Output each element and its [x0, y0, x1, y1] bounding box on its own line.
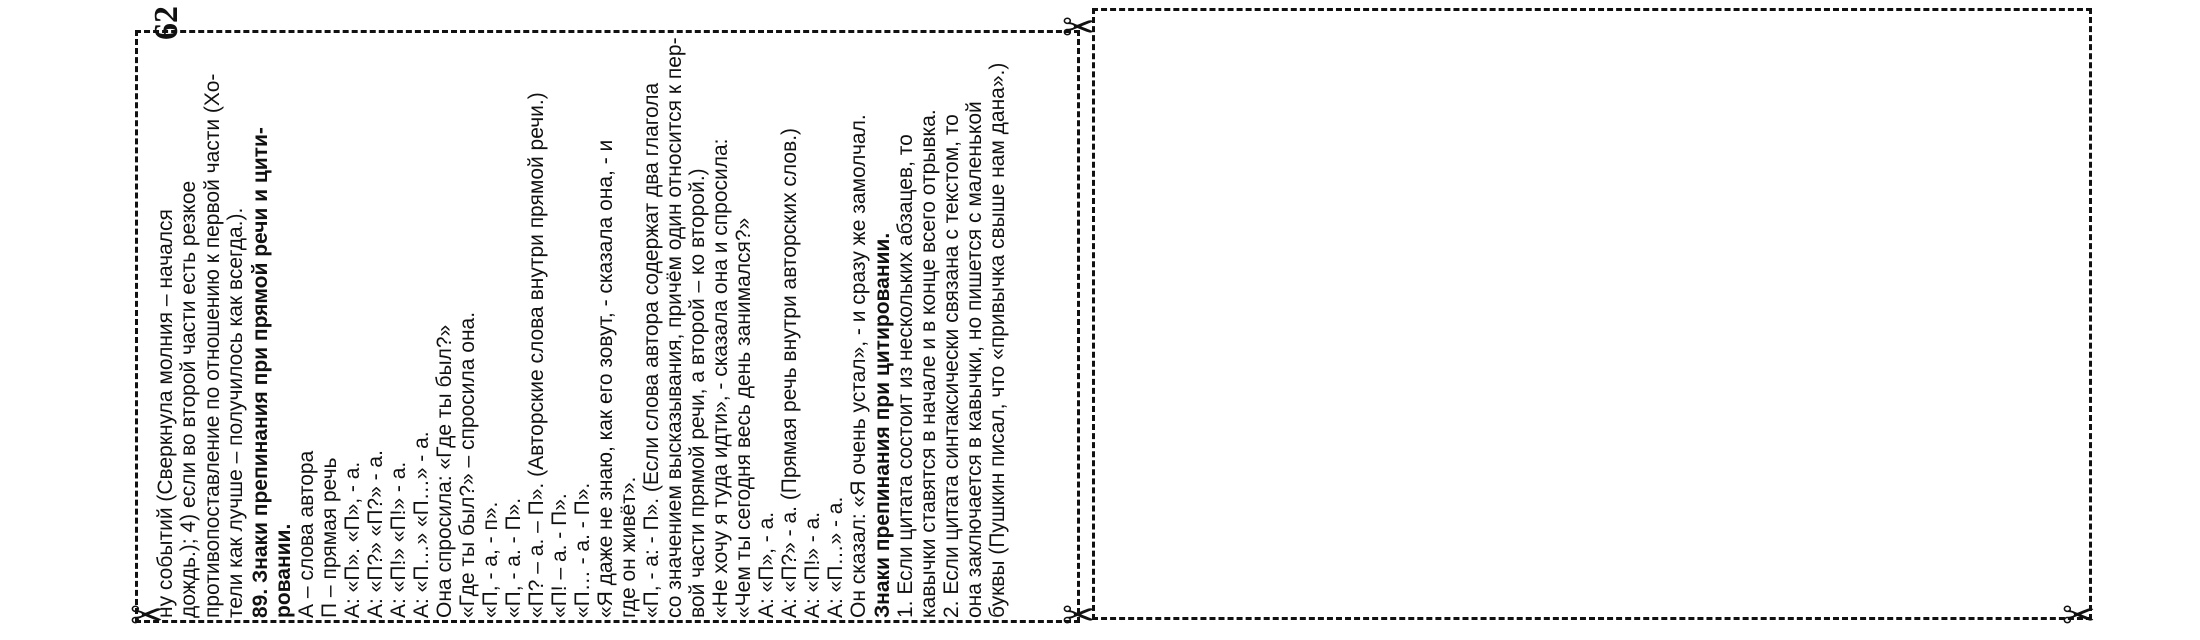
section-heading: Знаки препинания при цитировании.	[871, 232, 894, 618]
cut-frame-right	[1092, 8, 2092, 620]
text-line: Он сказал: «Я очень устал», - и сразу же замолчал.	[847, 114, 870, 618]
text-line: А: «П?» - а. (Прямая речь внутри авторских слов.)	[778, 127, 801, 618]
text-line: дождь.); 4) если во второй части есть резкое	[177, 180, 200, 618]
section-heading: 89. Знаки препинания при прямой речи и цити-	[249, 127, 272, 618]
text-line: буквы (Пушкин писал, что «привычка свыше нам дана».)	[986, 62, 1009, 618]
rotated-text-block	[150, 38, 1070, 618]
text-line: Она спросила: «Где ты был?»	[433, 324, 456, 618]
text-line: А: «П!» - а.	[801, 511, 824, 618]
text-line: А: «П!» «П!» - а.	[387, 461, 410, 618]
text-line: «Не хочу я туда идти», - сказала она и спросила:	[709, 138, 732, 618]
text-line: вой части прямой речи, а второй – ко второй.)	[686, 168, 709, 618]
text-line: тели как лучше – получилось как всегда.).	[224, 207, 247, 618]
text-line: кавычки ставятся в начале и в конце всего отрывка.	[917, 109, 940, 618]
text-line: А: «П…» «П…» - а.	[410, 431, 433, 618]
text-line: «Я даже не знаю, как его зовут, - сказала она, - и	[594, 139, 617, 618]
text-line: где он живёт».	[617, 476, 640, 618]
text-line: «П… - а. - П».	[571, 482, 594, 618]
text-line: «Где ты был?» – спросила она.	[456, 311, 479, 618]
text-line: «П, - а: - П». (Если слова автора содержат два глагола	[640, 82, 663, 618]
text-line: противопоставление по отношению к первой части (Хо-	[201, 73, 224, 618]
scissors-icon: ✂	[1062, 593, 1096, 639]
scissors-icon: ✂	[2062, 593, 2096, 639]
text-line: А: «П?» «П?» - а.	[364, 450, 387, 618]
scissors-icon: ✂	[130, 593, 164, 639]
text-line: 1. Если цитата состоит из нескольких абзацев, то	[894, 134, 917, 618]
text-line: со значением высказывания, причём один относится к пер-	[663, 37, 686, 618]
text-line: 2. Если цитата синтаксически связана с текстом, то	[940, 114, 963, 618]
section-heading: ровании.	[272, 523, 295, 618]
text-line: ну событий (Сверкнула молния – начался	[154, 209, 177, 618]
text-line: А: «П», - а.	[755, 511, 778, 618]
text-line: «Чем ты сегодня весь день занимался?»	[732, 217, 755, 618]
text-line: «П? – а. – П». (Авторские слова внутри прямой речи.)	[525, 92, 548, 618]
text-line: А – слова автора	[295, 450, 318, 618]
scissors-icon: ✂	[1062, 5, 1096, 51]
page-number: 62	[148, 6, 185, 40]
text-line: А: «П…» - а.	[824, 496, 847, 618]
text-line: П – прямая речь	[318, 457, 341, 618]
text-line: «П, - а. - П».	[502, 497, 525, 618]
text-line: А: «П». «П», - а.	[341, 461, 364, 618]
text-line: «П! – а. - П».	[548, 493, 571, 618]
text-line: она заключается в кавычки, но пишется с маленькой	[963, 101, 986, 618]
text-line: «П, - а, - п».	[479, 501, 502, 618]
